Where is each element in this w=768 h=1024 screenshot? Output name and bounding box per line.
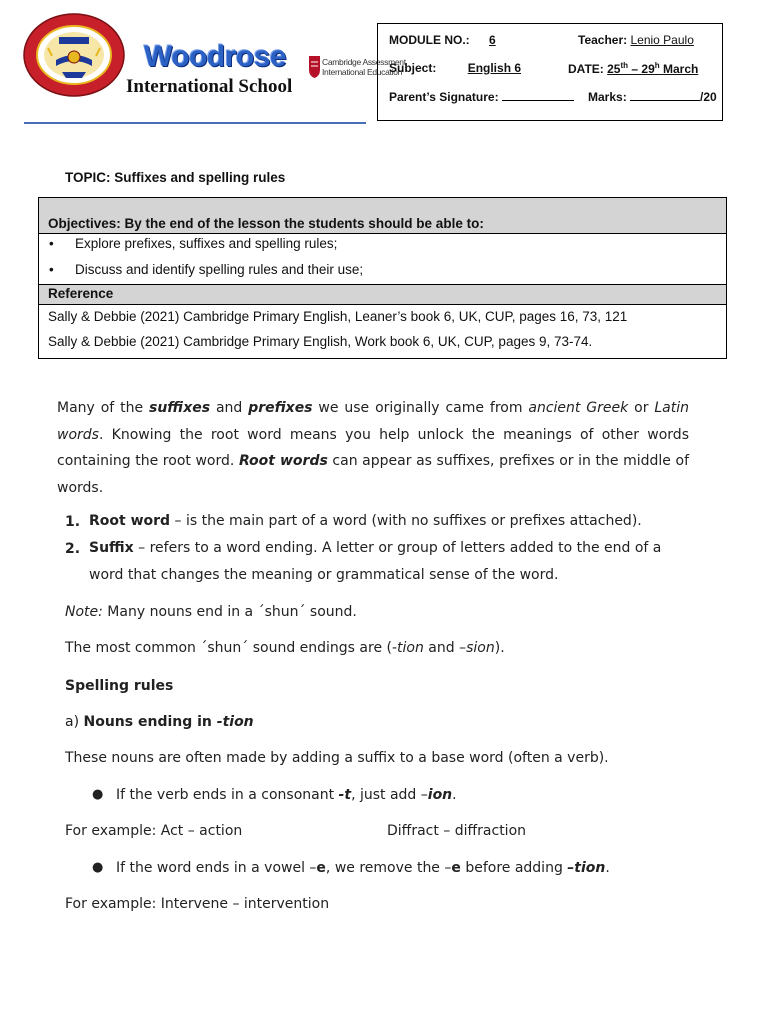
example-2: For example: Intervene – intervention [65, 896, 330, 912]
objectives-table [38, 197, 727, 359]
cambridge-shield-icon [309, 56, 320, 78]
bullet-icon: ● [92, 860, 104, 875]
reference-line: Sally & Debbie (2021) Cambridge Primary English, Leaner’s book 6, UK, CUP, pages 16, 73, 121 [48, 309, 628, 324]
marks-row [588, 89, 717, 104]
list-number: 2. [65, 541, 81, 557]
subject-value: English 6 [467, 61, 522, 75]
date-value: 25th – 29$^h$ March [607, 61, 699, 76]
module-value: 6 [489, 33, 496, 47]
note-line: Note: Many nouns end in a ´shun´ sound. [65, 604, 357, 620]
intro-paragraph: Many of the suffixes and prefixes we use originally came from ancient Greek or Latin words. Knowing the root word means you help unlock the meanings of other words containing the root word. Root words can appear as suffixes, prefixes or in the middle of words. [57, 400, 689, 496]
bullet-icon: ● [92, 787, 104, 802]
nouns-sentence: These nouns are often made by adding a suffix to a base word (often a verb). [65, 750, 609, 766]
section-a-heading: a) Nouns ending in -tion [65, 714, 254, 730]
school-brand-name: Woodrose [144, 40, 287, 73]
cambridge-line-2: International Education [322, 67, 403, 77]
subject-label: Subject: [389, 61, 437, 75]
example-1-right: Diffract – diffraction [387, 823, 527, 839]
teacher-label: Teacher: [578, 33, 628, 47]
cambridge-line-1: Cambridge Assessment [322, 57, 406, 67]
module-label: MODULE NO.: [389, 33, 470, 47]
marks-total: /20 [700, 90, 717, 104]
signature-row [389, 89, 574, 104]
objective-item: Discuss and identify spelling rules and their use; [75, 262, 364, 277]
subject-row [389, 61, 533, 75]
bullet-icon: • [49, 262, 54, 277]
teacher-row [578, 33, 694, 47]
header-divider [24, 122, 366, 124]
objective-item: Explore prefixes, suffixes and spelling rules; [75, 236, 338, 251]
reference-header [39, 284, 726, 305]
date-row [568, 61, 698, 76]
bullet-icon: • [49, 236, 54, 251]
rule-consonant: If the verb ends in a consonant -t, just add –ion. [116, 787, 457, 803]
school-seal-logo [22, 12, 126, 98]
module-row [389, 33, 512, 47]
objectives-heading: Objectives: By the end of the lesson the students should be able to: [48, 216, 484, 231]
list-number: 1. [65, 514, 81, 530]
objectives-header [39, 198, 726, 234]
topic-heading: TOPIC: Suffixes and spelling rules [65, 170, 286, 185]
teacher-value: Lenio Paulo [630, 33, 694, 47]
date-label: DATE: [568, 62, 604, 76]
marks-blank[interactable] [630, 89, 700, 101]
reference-heading: Reference [48, 286, 114, 301]
rule-vowel: If the word ends in a vowel –e, we remove the –e before adding –tion. [116, 860, 610, 876]
school-subtitle: International School [126, 76, 293, 97]
definition-item: Suffix – refers to a word ending. A letter or group of letters added to the end of a word that changes the meaning or grammatical sense of the word. [89, 540, 662, 583]
common-endings-line: The most common ´shun´ sound endings are (-tion and –sion). [65, 640, 505, 656]
signature-label: Parent’s Signature: [389, 90, 499, 104]
reference-line: Sally & Debbie (2021) Cambridge Primary English, Work book 6, UK, CUP, pages 9, 73-74. [48, 334, 593, 349]
module-info-box [377, 23, 723, 121]
example-1-left: For example: Act – action [65, 823, 243, 839]
signature-blank[interactable] [502, 89, 574, 101]
marks-label: Marks: [588, 90, 627, 104]
spelling-rules-heading: Spelling rules [65, 678, 174, 694]
definition-item: Root word – is the main part of a word (with no suffixes or prefixes attached). [89, 513, 642, 529]
